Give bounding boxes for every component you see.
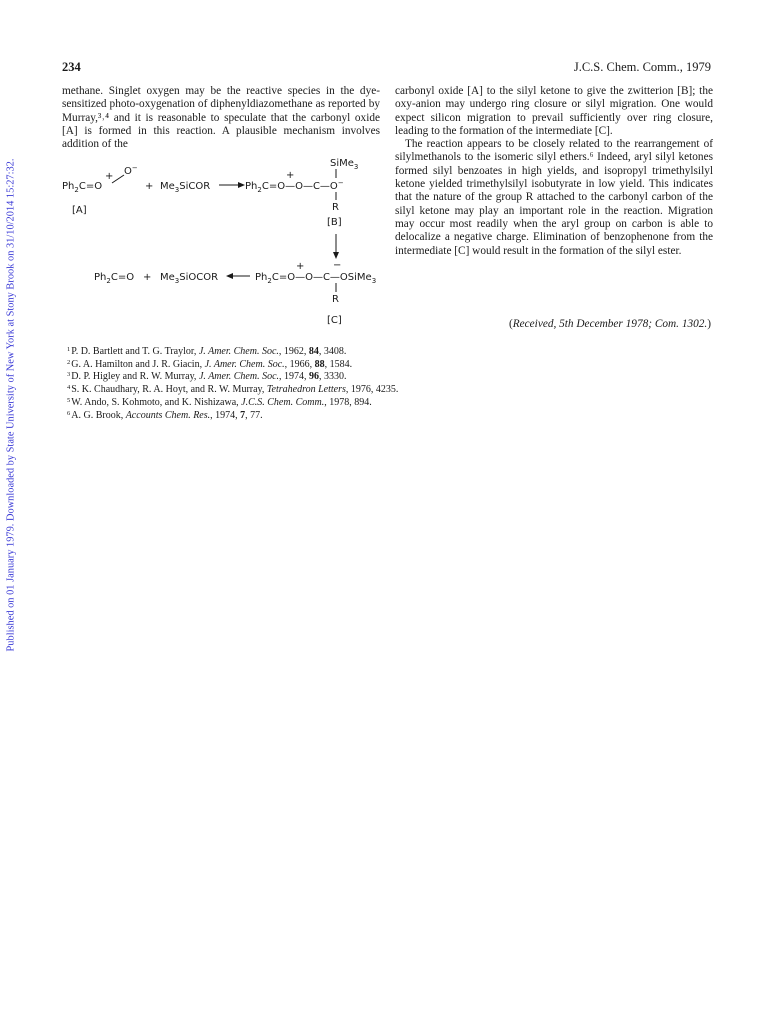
reference-journal: J. Amer. Chem. Soc. (198, 346, 279, 357)
label-B: [B] (327, 217, 342, 228)
reference-item (67, 358, 497, 371)
reference-journal: J. Amer. Chem. Soc. (198, 371, 280, 383)
reference-pages: , 3408. (318, 346, 347, 357)
journal-header-text: J.C.S. Chem. Comm., 1979 (573, 60, 711, 74)
reference-item (67, 345, 497, 358)
reference-pages: , 3330. (319, 371, 347, 383)
received-date: (Received, 5th December 1978; Com. 1302.) (508, 318, 711, 330)
reference-pages: 4235. (375, 384, 399, 396)
reference-authors: G. A. Hamilton and J. R. Giacin, (71, 358, 205, 370)
reaction-scheme (50, 152, 395, 337)
forward-arrow (219, 182, 245, 188)
minus-charge-C: − (333, 260, 342, 271)
download-watermark-text: Published on 01 January 1979. Downloaded by State University of New York at Stony Brook on 31/10/2014 15:27:32. (5, 158, 17, 652)
zwitterion-B (245, 158, 358, 228)
reference-year: , 1974, (279, 371, 310, 383)
reference-number: 1 (67, 346, 71, 353)
carbonyl-oxide-A (62, 164, 138, 216)
trimethylsilyl-group-B: SiMe$_3$ (330, 158, 359, 171)
reference-authors: A. G. Brook, (71, 409, 126, 421)
page-number: 234 (62, 60, 81, 74)
reference-number: 2 (67, 358, 71, 366)
right-column (395, 85, 713, 258)
reference-journal: J.C.S. Chem. Comm. (241, 396, 325, 408)
reference-number: 5 (67, 396, 71, 404)
reference-year: , 1966, (284, 358, 315, 370)
reagent-plus-1: + (145, 181, 154, 192)
label-A: [A] (72, 205, 87, 216)
r-group-B: R (332, 202, 339, 213)
reference-year: , 1978, (324, 396, 355, 408)
reference-pages: , 1584. (324, 358, 353, 370)
references-list (67, 345, 497, 421)
reference-journal: J. Amer. Chem. Soc. (204, 358, 285, 370)
journal-header (574, 60, 711, 75)
svg-text:Ph2C=O—O—C—OSiMe3: $Ph_2C=O—O—C—OSiMe_3$ (255, 272, 377, 285)
reference-authors: S. K. Chaudhary, R. A. Hoyt, and R. W. Murray, (71, 384, 267, 396)
right-paragraph-2: The reaction appears to be closely related to the rearrangement of silylmethanols to the isomeric silyl ethers.⁶ Indeed, aryl silyl ketones formed silyl benzoates in high yields, and isopropyl trimethylsilyl ketone yielded trimethylsilyl isobutyrate in low yield. This indicates that the nature of the group R attached to the carbonyl carbon of the silyl ketone may play an important role in the reaction. Migration may occur most readily when the aryl group on carbon is able to delocalize a negative charge. Elimination of benzophenone from the intermediate [C] would result in the formation of the silyl ester. (395, 138, 713, 257)
benzophenone-product: $Ph_2C=O$ (94, 272, 135, 285)
reverse-arrow (226, 273, 250, 279)
reference-number: 6 (67, 409, 71, 417)
reference-journal: Accounts Chem. Res. (125, 409, 211, 421)
download-watermark (0, 0, 22, 1032)
plus-charge-A: + (105, 171, 114, 182)
reference-authors: P. D. Bartlett and T. G. Traylor, (71, 346, 199, 357)
reference-number: 3 (67, 371, 71, 379)
silyl-ester-product: $Me_3SiOCOR$ (160, 272, 219, 285)
reference-year: , 1976, (345, 384, 376, 396)
reference-item (67, 383, 497, 396)
reference-pages: 894. (354, 396, 372, 408)
plus-charge-B: + (286, 170, 295, 181)
reference-item (67, 370, 497, 383)
intermediate-C (255, 260, 376, 326)
label-C: [C] (327, 315, 342, 326)
ph2c-o-A: $Ph_2C=O$ (62, 181, 103, 194)
reference-volume: 88 (314, 358, 325, 370)
reference-volume: 96 (309, 371, 320, 383)
reference-number: 4 (67, 384, 71, 392)
reference-volume: 84 (308, 346, 319, 357)
silyl-ketone-reagent: $Me_3SiCOR$ (160, 181, 211, 194)
o-minus-A: O− (124, 164, 138, 177)
plus-charge-C: + (296, 261, 305, 272)
reference-item (67, 396, 497, 409)
down-arrow (333, 234, 339, 259)
reference-year: , 1962, (278, 346, 309, 357)
reference-authors: W. Ando, S. Kohmoto, and K. Nishizawa, (71, 396, 242, 408)
reference-volume: 7 (240, 409, 246, 421)
right-paragraph-1: carbonyl oxide [A] to the silyl ketone to give the zwitterion [B]; the oxy-anion may undergo ring closure or silyl migration. One would expect silicon migration to prevail sufficiently over ring closure, leading to the formation of the intermediate [C]. (395, 85, 713, 137)
left-column-paragraph: methane. Singlet oxygen may be the reactive species in the dye-sensitized photo-oxygenation of diphenyldiazomethane as reported by Murray,³˒⁴ and it is reasonable to speculate that the carbonyl oxide [A] is formed in this reaction. A plausible mechanism involves addition of the (62, 85, 380, 151)
svg-text:Ph2C=O—O—C—O−: $Ph_2C=O—O—C—O^-$ (245, 179, 344, 194)
bond-A (112, 175, 124, 183)
reference-year: , 1974, (210, 409, 241, 421)
reference-journal: Tetrahedron Letters (266, 384, 346, 396)
r-group-C: R (332, 294, 339, 305)
reference-item (67, 409, 497, 422)
reagent-plus-2: + (143, 272, 152, 283)
received-text: Received, 5th December 1978; Com. 1302. (512, 318, 708, 330)
reference-authors: D. P. Higley and R. W. Murray, (71, 371, 199, 383)
reference-pages: , 77. (245, 409, 263, 421)
